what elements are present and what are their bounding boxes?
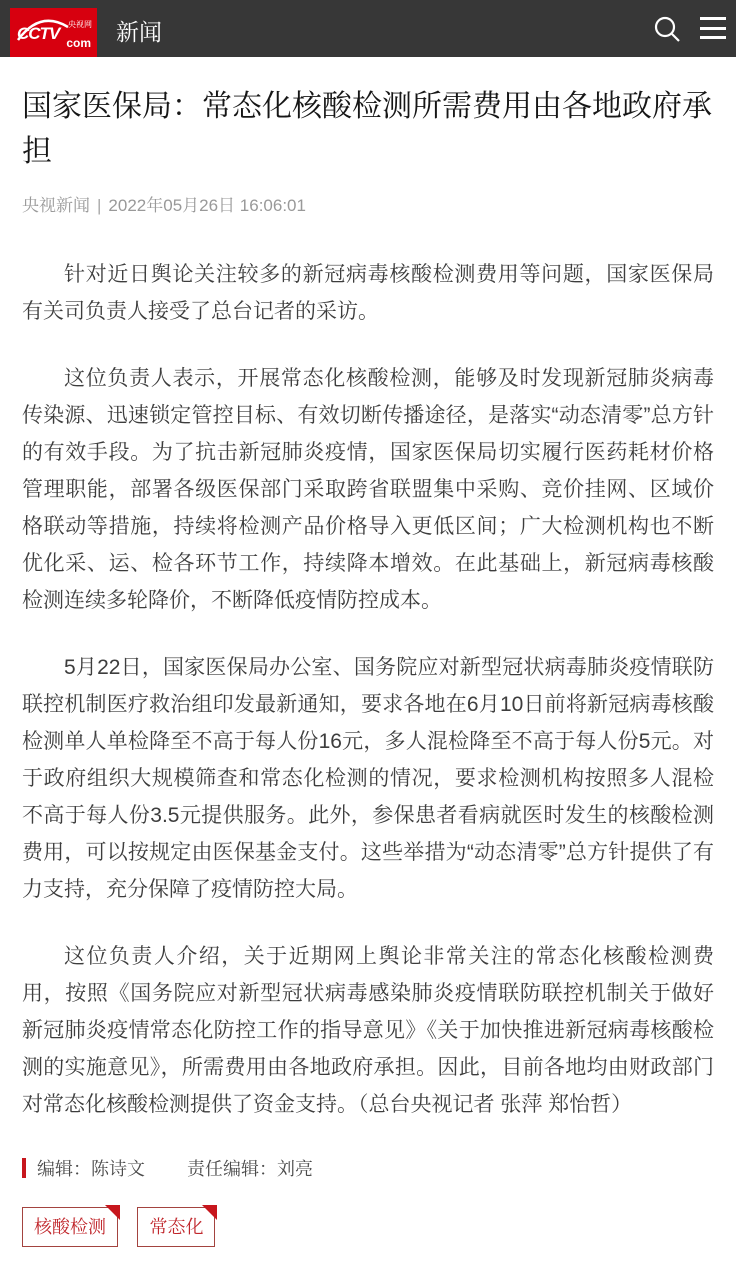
chief-editor-name: 刘亮	[277, 1159, 313, 1179]
logo-cn-text: 央视网	[68, 20, 92, 29]
tag-label: 常态化	[149, 1217, 204, 1237]
paragraph: 这位负责人表示，开展常态化核酸检测，能够及时发现新冠肺炎病毒传染源、迅速锁定管控目标、有效切断传播途径，是落实“动态清零”总方针的有效手段。为了抗击新冠肺炎疫情，国家医保局切实履行医药耗材价格管理职能，部署各级医保部门采取跨省联盟集中采购、竞价挂网、区域价格联动等措施，持续将检测产品价格导入更低区间；广大检测机构也不断优化采、运、检各环节工作，持续降本增效。在此基础上，新冠病毒核酸检测连续多轮降价，不断降低疫情防控成本。	[22, 367, 714, 612]
article-meta	[22, 191, 714, 216]
chief-editor-label: 责任编辑：	[187, 1159, 277, 1179]
tag-fold-icon	[202, 1205, 217, 1220]
app-header	[0, 0, 736, 57]
page-title: 国家医保局：常态化核酸检测所需费用由各地政府承担	[22, 90, 712, 168]
tag-normalization[interactable]	[137, 1207, 215, 1247]
editor-name: 陈诗文	[91, 1159, 145, 1179]
paragraph: 这位负责人介绍，关于近期网上舆论非常关注的常态化核酸检测费用，按照《国务院应对新型冠状病毒感染肺炎疫情联防联控机制关于做好新冠肺炎疫情常态化防控工作的指导意见》《关于加快推进新冠病毒核酸检测的实施意见》，所需费用由各地政府承担。因此，目前各地均由财政部门对常态化核酸检测提供了资金支持。（总台央视记者 张萍 郑怡哲）	[22, 945, 714, 1116]
paragraph: 针对近日舆论关注较多的新冠病毒核酸检测费用等问题，国家医保局有关司负责人接受了总台记者的采访。	[22, 263, 714, 323]
menu-icon[interactable]	[700, 16, 728, 40]
editor-label: 编辑：	[37, 1159, 91, 1179]
menu-bar	[700, 27, 726, 30]
search-icon[interactable]	[652, 14, 682, 44]
editor-credits	[22, 1155, 714, 1181]
paragraph: 5月22日，国家医保局办公室、国务院应对新型冠状病毒肺炎疫情联防联控机制医疗救治组印发最新通知，要求各地在6月10日前将新冠病毒核酸检测单人单检降至不高于每人份16元，多人混检降至不高于每人份5元。对于政府组织大规模筛查和常态化检测的情况，要求检测机构按照多人混检不高于每人份3.5元提供服务。此外，参保患者看病就医时发生的核酸检测费用，可以按规定由医保基金支付。这些举措为“动态清零”总方针提供了有力支持，充分保障了疫情防控大局。	[22, 656, 714, 901]
article-datetime: 2022年05月26日 16:06:01	[108, 196, 306, 215]
editor-accent-bar	[22, 1158, 26, 1178]
menu-bar	[700, 17, 726, 20]
tag-fold-icon	[105, 1205, 120, 1220]
logo-com-text: com	[66, 36, 91, 50]
article-body	[22, 256, 714, 1123]
menu-bar	[700, 36, 726, 39]
article	[0, 57, 736, 1247]
channel-label[interactable]: 新闻	[116, 19, 162, 45]
logo-cctv-text: CCTV	[17, 24, 60, 43]
cctv-logo[interactable]	[10, 8, 97, 57]
article-source: 央视新闻	[22, 196, 90, 215]
meta-separator: |	[97, 196, 102, 215]
tag-label: 核酸检测	[34, 1217, 106, 1237]
tag-nucleic-acid-testing[interactable]	[22, 1207, 118, 1247]
tag-list	[22, 1207, 714, 1247]
